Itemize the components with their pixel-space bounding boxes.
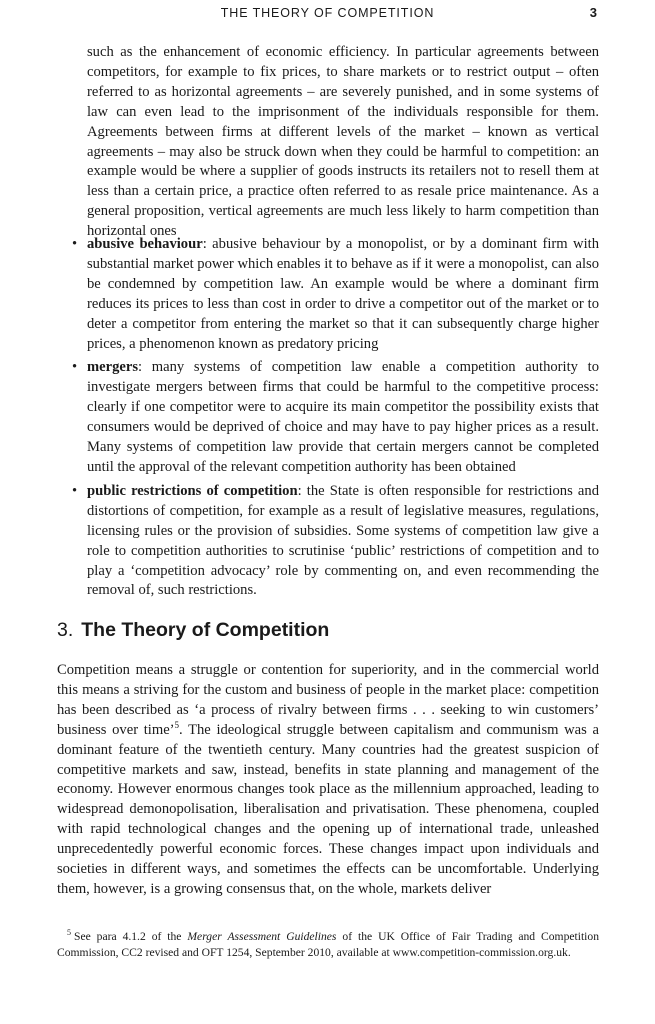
running-title: THE THEORY OF COMPETITION [220,6,435,20]
bullet-marker: • [72,359,78,376]
bullet-text: : the State is often responsible for restrictions and distortions of competition, for example as a result of legislative measures, regulations, licensing rules or the provision of subsidies. Some systems of competition law give a role to competition authorities to scrutinise ‘public’ restrictions of competition and to play a ‘competition advocacy’ role by commenting on, and even recommending the removal of, such restrictions. [87,482,599,599]
section-paragraph [57,661,599,900]
section-paragraph-text-start: Competition means a struggle or contention for superiority, and in the commercial world this means a striving for the custom and business of people in the market place: competition has been described as ‘a process of rivalry between firms . . . seeking to win customers’ business over time’ [57,662,599,738]
bullet-term: abusive behaviour [87,236,203,252]
footnote-publication-title: Merger Assessment Guidelines [187,930,337,943]
section-title: The Theory of Competition [81,619,330,641]
footnote [57,929,599,962]
running-header [0,5,655,23]
bullet-item-abusive-behaviour [72,235,599,354]
section-number: 3. [57,619,74,641]
footnote-text-start: See para 4.1.2 of the [74,930,188,943]
footnote-text-end: of the UK Office of Fair Trading and Competition Commission, CC2 revised and OFT 1254, September 2010, available at www.competition-commission.org.uk. [57,930,599,960]
bullet-text: : many systems of competition law enable a competition authority to investigate mergers between firms that could be harmful to the competitive process: clearly if one competitor were to acquire its main competitor the possibility exists that consumers would be deprived of choice and may have to pay higher prices as a result. Many systems of competition law provide that certain mergers cannot be completed until the approval of the relevant competition authority has been obtained [87,359,599,475]
bullet-term: mergers [87,359,139,376]
footnote-reference[interactable]: 5 [174,719,180,730]
section-paragraph-text-end: . The ideological struggle between capitalism and communism was a dominant feature of the twentieth century. Many countries had the greatest suspicion of competitive markets and saw, instead, benefits in state planning and management of the economy. However enormous changes took place as the millennium approached, leading to widespread demonopolisation, liberalisation and privatisation. These phenomena, coupled with rapid technological changes and the opening up of international trade, unleashed unprecedentedly powerful economic forces. These changes impact upon individuals and societies in different ways, and sometimes the effects can be uncomfortable. Underlying them, however, is a growing consensus that, on the whole, markets deliver [57,721,599,897]
bullet-list [72,235,599,605]
bullet-item-public-restrictions [72,482,599,601]
bullet-text: : abusive behaviour by a monopolist, or by a dominant firm with substantial market power which enables it to behave as if it were a monopolist, can also be condemned by competition law. An example would be where a dominant firm reduces its prices to less than cost in order to drive a competitor out of the market or to deter a competitor from entering the market so that it can subsequently charge higher prices, a phenomenon known as predatory pricing [87,236,599,352]
section-heading [57,619,329,642]
bullet-term: public restrictions of competition [87,482,298,499]
bullet-marker: • [72,236,78,252]
bullet-item-mergers [72,358,599,477]
continuation-paragraph: such as the enhancement of economic efficiency. In particular agreements between competitors, for example to fix prices, to share markets or to restrict output – often referred to as horizontal agreements – are severely punished, and in some systems of law can even lead to the imprisonment of the individuals responsible for them. Agreements between firms at different levels of the market – known as vertical agreements – may also be struck down when they could be harmful to competition: an example would be where a supplier of goods instructs its retailers not to resell them at less than a certain price, a practice often referred to as resale price maintenance. As a general proposition, vertical agreements are much less likely to harm competition than horizontal ones [87,44,599,240]
footnote-mark: 5 [67,928,71,938]
page-number: 3 [589,5,597,20]
bullet-marker: • [72,482,78,499]
